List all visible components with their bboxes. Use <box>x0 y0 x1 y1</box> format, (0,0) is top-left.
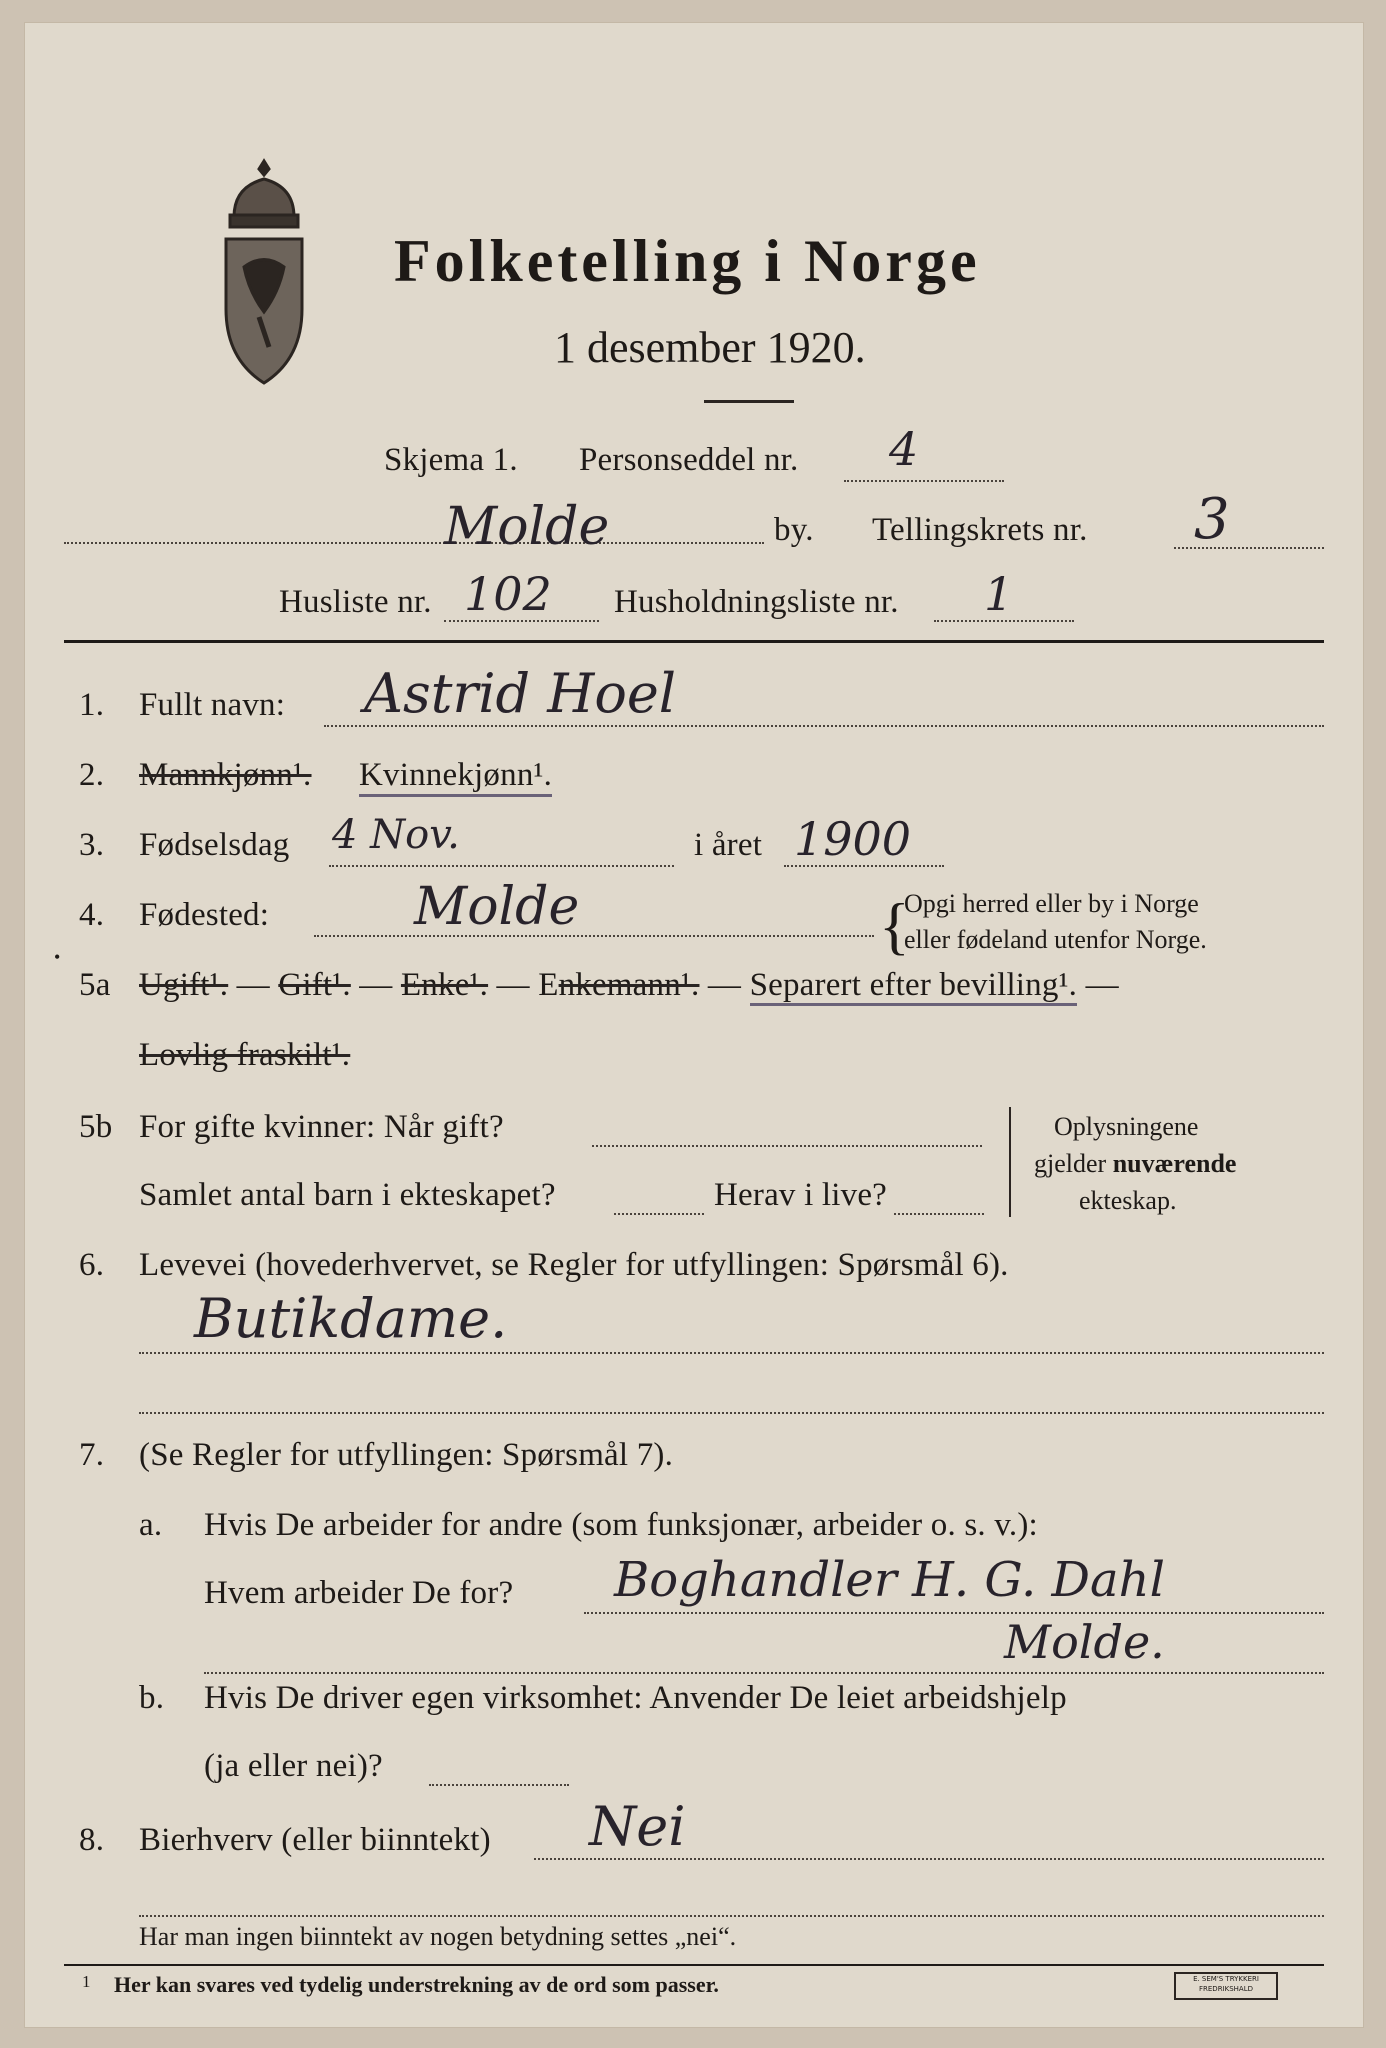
q7a-letter: a. <box>139 1507 163 1543</box>
q3-year-value: 1900 <box>794 812 912 866</box>
q5b-note-bracket <box>1009 1107 1011 1217</box>
printer-city: FREDRIKSHALD <box>1198 1985 1253 1993</box>
q1-full-name-value: Astrid Hoel <box>364 662 677 725</box>
q7a-field-line-2 <box>204 1672 1324 1674</box>
printer-stamp <box>1174 1972 1278 2000</box>
q5b-number: 5b <box>79 1109 113 1145</box>
q7a-employer-place-value: Molde. <box>1004 1615 1165 1669</box>
q4-note-line2: eller fødeland utenfor Norge. <box>904 925 1207 954</box>
q5b-note-line3: ekteskap. <box>1079 1186 1177 1215</box>
q5b-when-married-field-line <box>592 1145 982 1147</box>
q5a-option-lovlig-fraskilt: Lovlig fraskilt¹. <box>139 1037 351 1073</box>
q5b-note-line1: Oplysningene <box>1054 1112 1199 1141</box>
q7b-text: Hvis De driver egen virksomhet: Anvender De leiet arbeidshjelp <box>204 1680 1067 1716</box>
q4-label: Fødested: <box>139 897 270 933</box>
title-divider <box>704 400 794 403</box>
tellingskrets-label: Tellingskrets nr. <box>872 512 1088 548</box>
q5b-children-label: Samlet antal barn i ekteskapet? <box>139 1177 556 1213</box>
q5a-option-separert: Separert efter bevilling¹. <box>750 967 1078 1006</box>
q2-option-female: Kvinnekjønn¹. <box>359 757 552 797</box>
husliste-value: 102 <box>464 567 552 621</box>
q1-field-line <box>324 725 1324 727</box>
q5a-option-ugift: Ugift¹. <box>139 967 229 1003</box>
footnote-text: Her kan svares ved tydelig understrekning av de ord som passer. <box>114 1972 719 1997</box>
q7a-text: Hvis De arbeider for andre (som funksjonær, arbeider o. s. v.): <box>204 1507 1038 1543</box>
q6-field-line-2 <box>139 1412 1324 1414</box>
q5a-option-enke: Enke¹. <box>400 967 489 1003</box>
q5a-dash-4: — <box>707 967 742 1003</box>
q4-birthplace-value: Molde <box>414 877 580 937</box>
q5b-when-married-label: For gifte kvinner: Når gift? <box>139 1109 504 1145</box>
q6-field-line-1 <box>139 1352 1324 1354</box>
q4-field-line <box>314 935 874 937</box>
q5b-alive-field-line <box>894 1213 984 1215</box>
q7b-question: (ja eller nei)? <box>204 1748 383 1784</box>
q5b-note-line2: gjelder <box>1034 1149 1113 1178</box>
q4-note-brace: { <box>879 890 910 961</box>
by-label: by. <box>774 512 814 548</box>
q7a-field-line-1 <box>584 1612 1324 1614</box>
q1-label: Fullt navn: <box>139 687 286 723</box>
q7-number: 7. <box>79 1437 105 1473</box>
q8-number: 8. <box>79 1822 105 1858</box>
q5a-option-enkemann-initial: E <box>538 967 559 1003</box>
form-title: Folketelling i Norge <box>394 228 981 294</box>
q3-birthday-value: 4 Nov. <box>332 812 460 858</box>
husholdning-value: 1 <box>984 567 1014 621</box>
q5a-dash-3: — <box>496 967 530 1003</box>
q2-option-male: Mannkjønn¹. <box>139 757 312 793</box>
q5a-option-gift: Gift¹. <box>278 967 351 1003</box>
q5b-note-emphasis: nuværende <box>1112 1149 1237 1178</box>
tellingskrets-value: 3 <box>1194 487 1230 552</box>
city-value: Molde <box>444 497 610 557</box>
q7b-field-line <box>429 1784 569 1786</box>
q1-number: 1. <box>79 687 105 723</box>
personseddel-field-line <box>844 480 1004 482</box>
q5a-dash-1: — <box>236 967 270 1003</box>
footnote-number: 1 <box>82 1972 91 1991</box>
q7-label: (Se Regler for utfyllingen: Spørsmål 7). <box>139 1437 674 1473</box>
q7a-employer-value: Boghandler H. G. Dahl <box>614 1552 1165 1608</box>
q8-field-line-2 <box>139 1915 1324 1917</box>
q5a-number: 5a <box>79 967 111 1003</box>
q3-year-label: i året <box>694 827 763 863</box>
schema-label: Skjema 1. <box>384 442 518 478</box>
q3-label: Fødselsdag <box>139 827 290 863</box>
printer-name: E. SEM'S TRYKKERI <box>1193 1975 1259 1983</box>
census-date: 1 desember 1920. <box>554 323 866 372</box>
q3-number: 3. <box>79 827 105 863</box>
q5a-option-enkemann: nkemann¹. <box>558 967 700 1003</box>
norwegian-coat-of-arms-icon <box>214 157 314 387</box>
q3-day-field-line <box>329 865 674 867</box>
nei-note: Har man ingen biinntekt av nogen betydning settes „nei“. <box>139 1922 737 1951</box>
q6-occupation-value: Butikdame. <box>194 1287 508 1350</box>
q6-number: 6. <box>79 1247 105 1283</box>
q8-label: Bierhverv (eller biinntekt) <box>139 1822 491 1858</box>
q7a-question: Hvem arbeider De for? <box>204 1575 514 1611</box>
q4-note-line1: Opgi herred eller by i Norge <box>904 889 1199 918</box>
census-form-sheet <box>24 22 1364 2028</box>
husliste-label: Husliste nr. <box>279 584 432 620</box>
q4-number: 4. <box>79 897 105 933</box>
husholdning-label: Husholdningsliste nr. <box>614 584 899 620</box>
q8-side-income-value: Nei <box>589 1795 686 1858</box>
city-field-line <box>64 542 764 544</box>
q5b-alive-label: Herav i live? <box>714 1177 888 1213</box>
q8-field-line-1 <box>534 1858 1324 1860</box>
q6-label: Levevei (hovederhvervet, se Regler for utfyllingen: Spørsmål 6). <box>139 1247 1009 1283</box>
q5a-dash-2: — <box>359 967 393 1003</box>
footnote-divider <box>64 1964 1324 1966</box>
personseddel-label: Personseddel nr. <box>579 442 799 478</box>
header-divider <box>64 640 1324 643</box>
q5a-dash-5: — <box>1085 967 1119 1003</box>
q2-number: 2. <box>79 757 105 793</box>
q7b-letter: b. <box>139 1680 165 1716</box>
margin-dot: • <box>54 947 61 967</box>
q5b-children-field-line <box>614 1213 704 1215</box>
personseddel-value: 4 <box>889 422 919 476</box>
